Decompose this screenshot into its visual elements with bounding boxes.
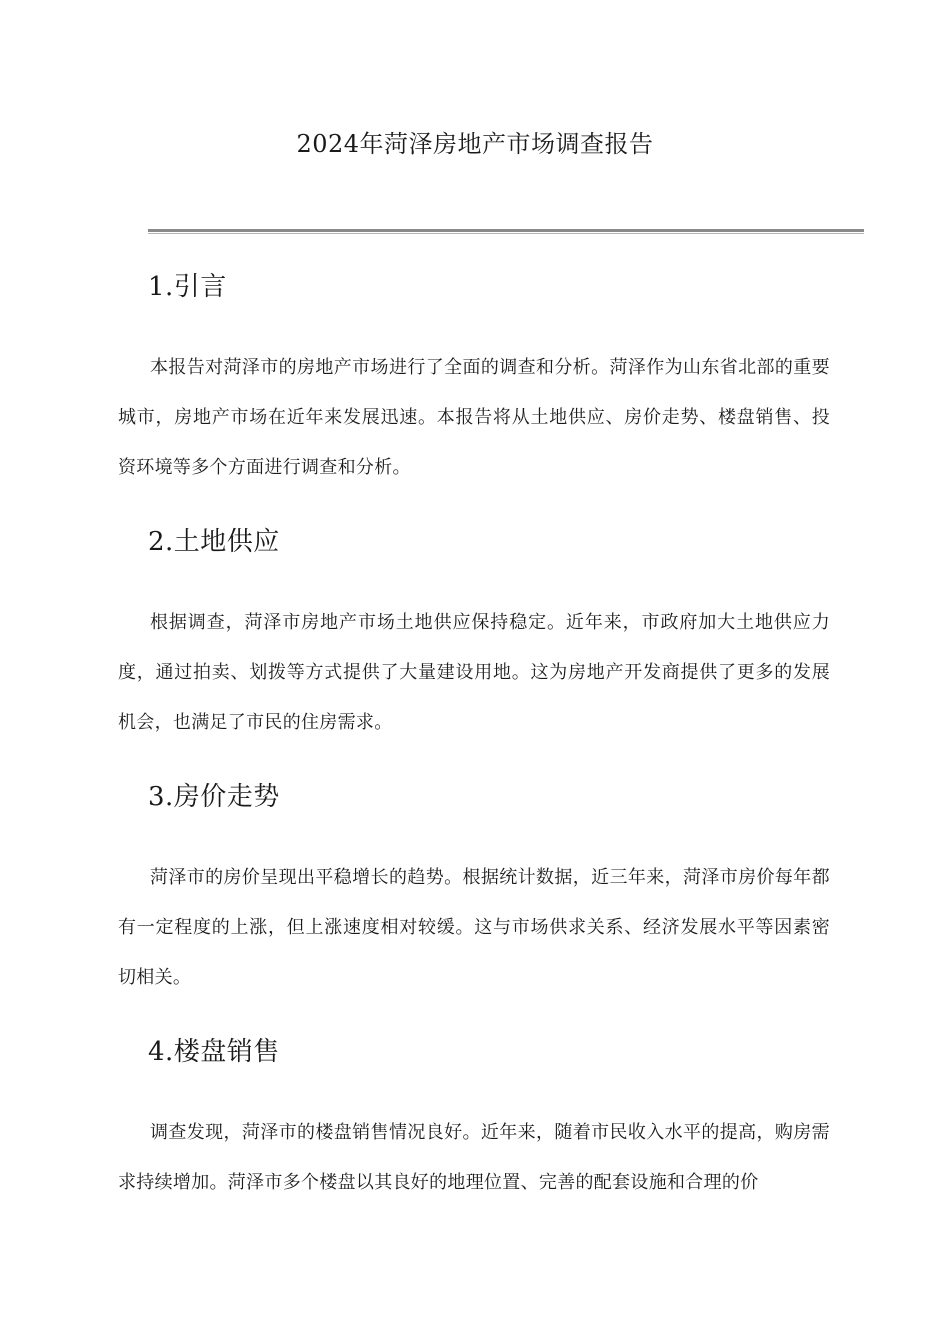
section-heading-price-trend: 3.房价走势 [148,782,280,812]
section-heading-introduction: 1.引言 [148,272,227,302]
section-paragraph-land-supply: 根据调查，菏泽市房地产市场土地供应保持稳定。近年来，市政府加大土地供应力度，通过拍卖、划拨等方式提供了大量建设用地。这为房地产开发商提供了更多的发展机会，也满足了市民的住房需求。 [118,612,830,733]
section-heading-land-supply: 2.土地供应 [148,527,280,557]
section-heading-sales: 4.楼盘销售 [148,1037,280,1067]
document-title: 2024年菏泽房地产市场调查报告 [296,130,654,158]
section-paragraph-introduction: 本报告对菏泽市的房地产市场进行了全面的调查和分析。菏泽作为山东省北部的重要城市，房地产市场在近年来发展迅速。本报告将从土地供应、房价走势、楼盘销售、投资环境等多个方面进行调查和分析。 [118,357,830,478]
section-paragraph-sales: 调查发现，菏泽市的楼盘销售情况良好。近年来，随着市民收入水平的提高，购房需求持续增加。菏泽市多个楼盘以其良好的地理位置、完善的配套设施和合理的价 [118,1122,830,1193]
title-divider [148,229,864,234]
section-paragraph-price-trend: 菏泽市的房价呈现出平稳增长的趋势。根据统计数据，近三年来，菏泽市房价每年都有一定程度的上涨，但上涨速度相对较缓。这与市场供求关系、经济发展水平等因素密切相关。 [118,867,830,988]
